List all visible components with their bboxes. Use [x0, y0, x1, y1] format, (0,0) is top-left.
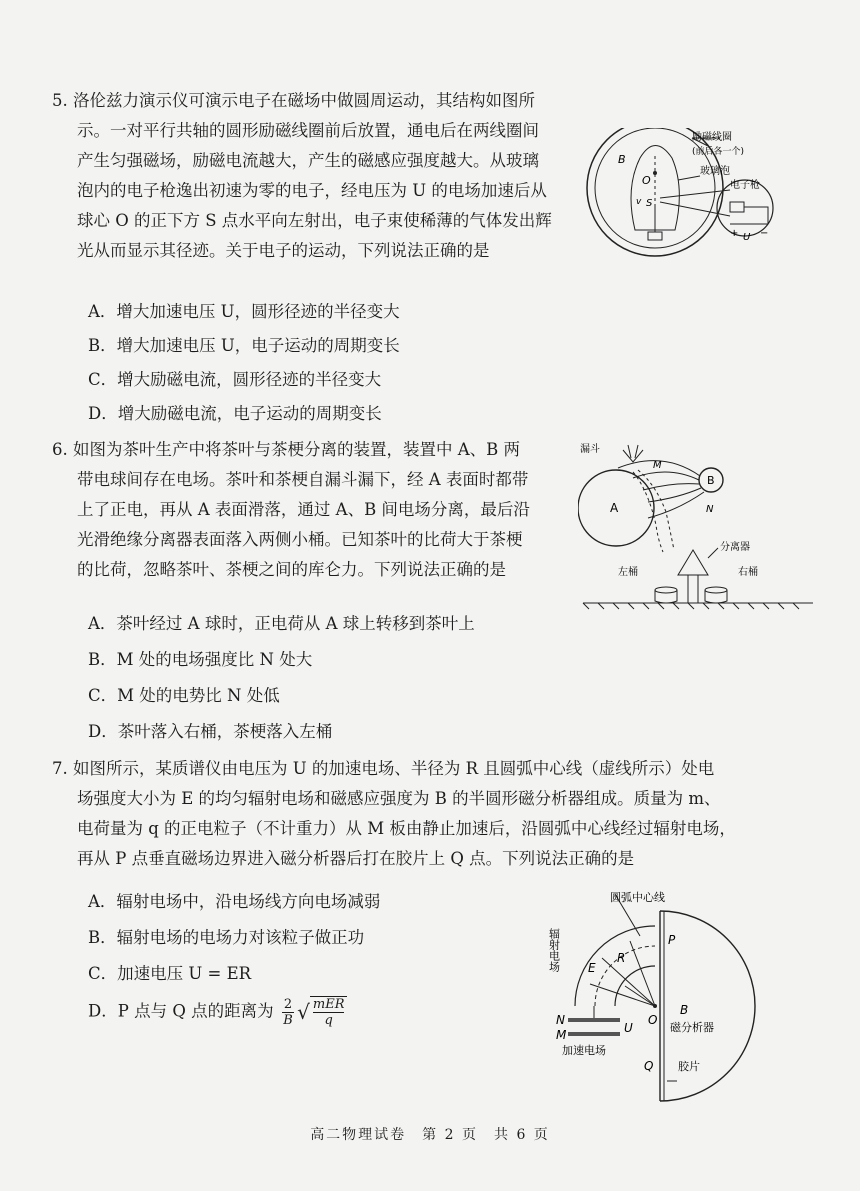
o-label: O	[642, 174, 651, 187]
separator-label: 分离器	[720, 542, 750, 553]
question-text-line: 如图为茶叶生产中将茶叶与茶梗分离的装置，装置中 A、B 两	[73, 440, 521, 459]
question-text-line: 洛伦兹力演示仪可演示电子在磁场中做圆周运动，其结构如图所	[73, 91, 535, 110]
b-label: B	[618, 153, 626, 166]
centerline-label: 圆弧中心线	[610, 891, 665, 904]
option-a: A．茶叶经过 A 球时，正电荷从 A 球上转移到茶叶上	[88, 614, 475, 633]
coil-label: 励磁线圈	[692, 132, 732, 143]
mass-spectrometer-figure	[530, 886, 760, 1111]
v-label: v	[636, 197, 642, 207]
accel-field-label: 加速电场	[562, 1044, 606, 1057]
left-bucket-label: 左桶	[618, 567, 638, 578]
lorentz-apparatus-figure	[580, 128, 790, 288]
sqrt-fraction: mER q	[310, 996, 348, 1028]
question-text-line: 光从而显示其径迹。关于电子的运动，下列说法正确的是	[77, 241, 490, 260]
question-text-line: 如图所示，某质谱仪由电压为 U 的加速电场、半径为 R 且圆弧中心线（虚线所示）处电	[73, 759, 715, 778]
p-label: P	[668, 933, 676, 947]
option-b: B．M 处的电场强度比 N 处大	[88, 650, 313, 669]
r-label: R	[617, 951, 626, 965]
option-b: B．辐射电场的电场力对该粒子做正功	[88, 928, 365, 947]
option-a: A．增大加速电压 U，圆形径迹的半径变大	[88, 302, 400, 321]
q-label: Q	[644, 1059, 654, 1073]
page-footer: 高二物理试卷 第 2 页 共 6 页	[310, 1127, 550, 1143]
o-label: O	[648, 1013, 658, 1027]
option-c: C．加速电压 U = ER	[88, 964, 252, 983]
question-text-line: 带电球间存在电场。茶叶和茶梗自漏斗漏下，经 A 表面时都带	[77, 470, 529, 489]
s-label: S	[646, 198, 653, 209]
b-label: B	[680, 1003, 689, 1017]
coil-note: (前后各一个)	[692, 147, 745, 157]
question-5	[52, 86, 552, 266]
option-c: C．增大励磁电流，圆形径迹的半径变大	[88, 370, 382, 389]
funnel-label: 漏斗	[580, 444, 600, 455]
question-text-line: 球心 O 的正下方 S 点水平向左射出，电子束使稀薄的气体发出辉	[77, 211, 552, 230]
minus-label: −	[760, 228, 769, 239]
question-text-line: 场强度大小为 E 的均匀辐射电场和磁感应强度为 B 的半圆形磁分析器组成。质量为 m、	[77, 789, 721, 808]
u-label: U	[624, 1021, 633, 1035]
question-text-line: 电荷量为 q 的正电粒子（不计重力）从 M 板由静止加速后，沿圆弧中心线经过辐射电场，	[77, 819, 736, 838]
question-7	[52, 754, 736, 874]
e-label: E	[588, 961, 596, 975]
option-d: D．茶叶落入右桶，茶梗落入左桶	[88, 722, 333, 741]
option-d: D．增大励磁电流，电子运动的周期变长	[88, 404, 382, 423]
option-a: A．辐射电场中，沿电场线方向电场减弱	[88, 892, 381, 911]
right-bucket-label: 右桶	[738, 567, 758, 578]
plus-label: +	[730, 228, 739, 239]
b-label: B	[707, 474, 715, 487]
option-c: C．M 处的电势比 N 处低	[88, 686, 280, 705]
question-text-line: 的比荷，忽略茶叶、茶梗之间的库仑力。下列说法正确的是	[77, 560, 506, 579]
question-text-line: 泡内的电子枪逸出初速为零的电子，经电压为 U 的电场加速后从	[77, 181, 547, 200]
fraction: $\frac{2}{B}$	[283, 996, 293, 1028]
film-label: 胶片	[678, 1060, 700, 1073]
question-text-line: 示。一对平行共轴的圆形励磁线圈前后放置，通电后在两线圈间	[77, 121, 539, 140]
tea-separator-figure	[578, 440, 818, 620]
analyzer-label: 磁分析器	[670, 1021, 714, 1034]
option-b: B．增大加速电压 U，电子运动的周期变长	[88, 336, 400, 355]
u-label: U	[743, 232, 751, 243]
question-text-line: 上了正电，再从 A 表面滑落，通过 A、B 间电场分离，最后沿	[77, 500, 530, 519]
option-d-prefix: D．P 点与 Q 点的距离为	[88, 1001, 274, 1021]
question-text-line: 产生匀强磁场，励磁电流越大，产生的磁感应强度越大。从玻璃	[77, 151, 539, 170]
m-label: M	[653, 460, 662, 471]
question-text-line: 再从 P 点垂直磁场边界进入磁分析器后打在胶片上 Q 点。下列说法正确的是	[77, 849, 635, 868]
question-number: 6.	[52, 440, 68, 459]
option-d: D．P 点与 Q 点的距离为 $\frac{2}{B}$ √ mER q	[88, 996, 347, 1028]
question-number: 5.	[52, 91, 68, 110]
bulb-label: 玻璃泡	[700, 166, 730, 177]
question-6	[52, 435, 530, 585]
question-number: 7.	[52, 759, 68, 778]
radial-field-label: 辐射电场	[547, 928, 561, 972]
a-label: A	[610, 501, 619, 515]
m-label: M	[556, 1028, 567, 1042]
n-label: N	[706, 504, 714, 515]
n-label: N	[556, 1013, 565, 1027]
gun-label: 电子枪	[730, 180, 760, 191]
question-text-line: 光滑绝缘分离器表面落入两侧小桶。已知茶叶的比荷大于茶梗	[77, 530, 523, 549]
